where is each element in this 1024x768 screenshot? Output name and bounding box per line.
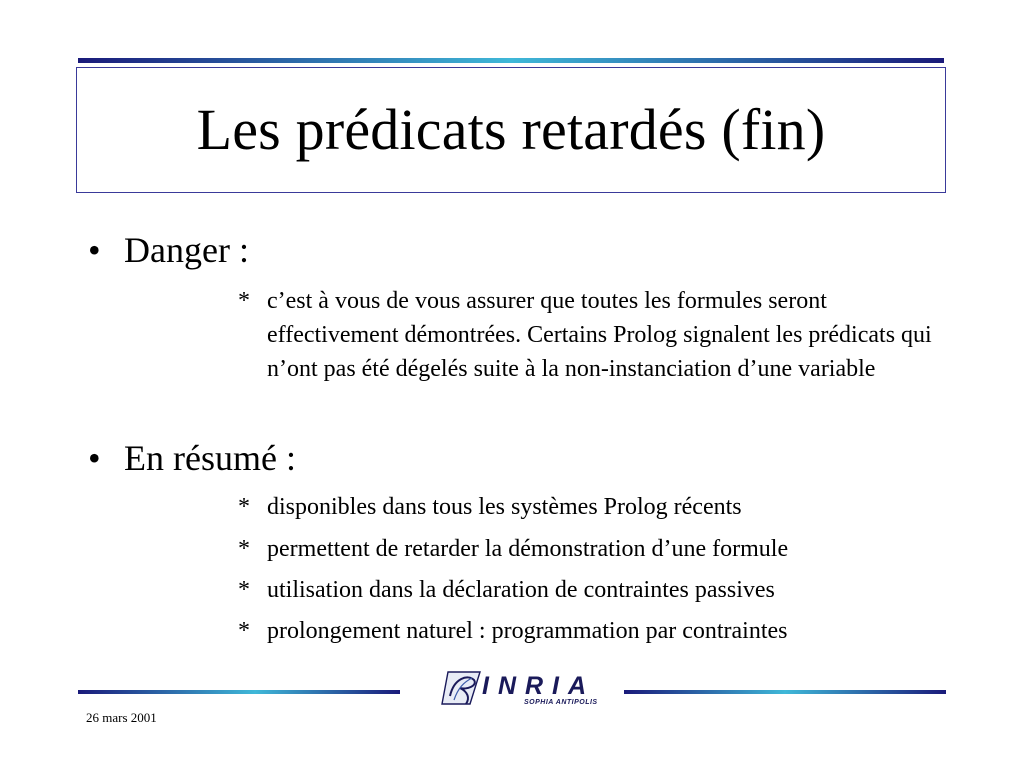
bottom-rule-right [624,690,946,694]
logo-text: INRIA [482,672,596,700]
sub-item [238,573,938,607]
sub-item [238,490,938,524]
sub-item-text: prolongement naturel : programmation par contraintes [267,618,788,644]
sub-star: * [238,618,250,644]
sub-star: * [238,577,250,603]
bullet-dot: • [88,230,101,270]
title-box [76,67,946,193]
slide-title: Les prédicats retardés (fin) [196,97,826,162]
sub-item-text: disponibles dans tous les systèmes Prolog récents [267,494,742,520]
sub-star: * [238,288,250,314]
top-rule [78,58,944,63]
bullet-heading: Danger : [124,230,249,270]
bottom-rule-left [78,690,400,694]
bullet-dot: • [88,438,101,478]
sub-item-text: permettent de retarder la démonstration d’une formule [267,536,789,562]
bullet-heading: En résumé : [124,438,296,478]
sub-item-text: c’est à vous de vous assurer que toutes les formules seront effectivement démontrées. Certains Prolog signalent les prédicats qui n’ont pas été dégelés suite à la non-instanciation d’une variable [267,288,932,382]
sub-item-text: utilisation dans la déclaration de contraintes passives [267,577,775,603]
sub-item [238,532,938,566]
sub-item [238,284,938,386]
bullet-danger [88,232,249,268]
footer-date: 26 mars 2001 [86,710,157,725]
logo-subtext: SOPHIA ANTIPOLIS [524,699,598,706]
sub-star: * [238,536,250,562]
sub-item [238,614,938,648]
bullet-resume [88,440,296,476]
sub-star: * [238,494,250,520]
